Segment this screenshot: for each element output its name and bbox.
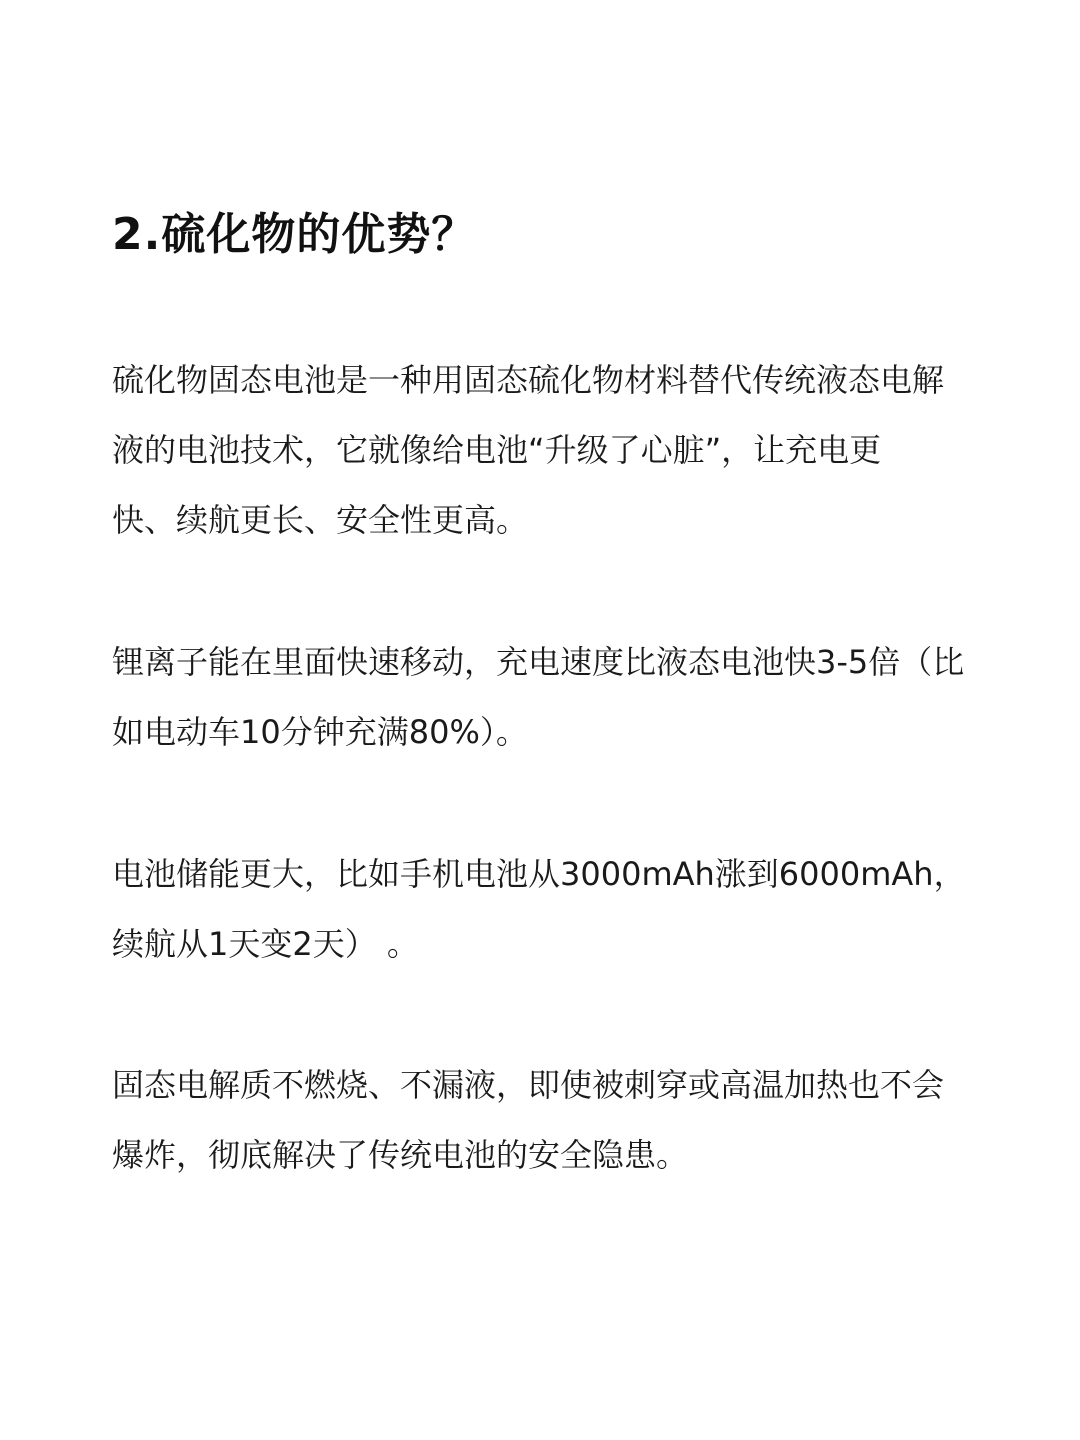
paragraph-charging-speed: [112, 627, 1032, 767]
paragraph-line: 续航从1天变2天） 。: [112, 925, 419, 963]
paragraph-line: 锂离子能在里面快速移动，充电速度比液态电池快3-5倍（比: [112, 643, 965, 681]
paragraph-line: 液的电池技术，它就像给电池“升级了心脏”，让充电更: [112, 431, 882, 469]
page-title: 2.硫化物的优势？: [112, 209, 477, 260]
paragraph-line: 爆炸，彻底解决了传统电池的安全隐患。: [112, 1136, 689, 1174]
paragraph-line: 快、续航更长、安全性更高。: [112, 501, 529, 539]
paragraph-energy-storage: [112, 839, 1032, 979]
paragraph-line: 硫化物固态电池是一种用固态硫化物材料替代传统液态电解: [112, 361, 945, 399]
paragraph-line: 电池储能更大，比如手机电池从3000mAh涨到6000mAh，: [112, 855, 966, 893]
paragraph-line: 固态电解质不燃烧、不漏液，即使被刺穿或高温加热也不会: [112, 1066, 945, 1104]
paragraph-definition: [112, 345, 1032, 555]
paragraph-line: 如电动车10分钟充满80%）。: [112, 713, 528, 751]
paragraph-safety: [112, 1050, 1032, 1190]
